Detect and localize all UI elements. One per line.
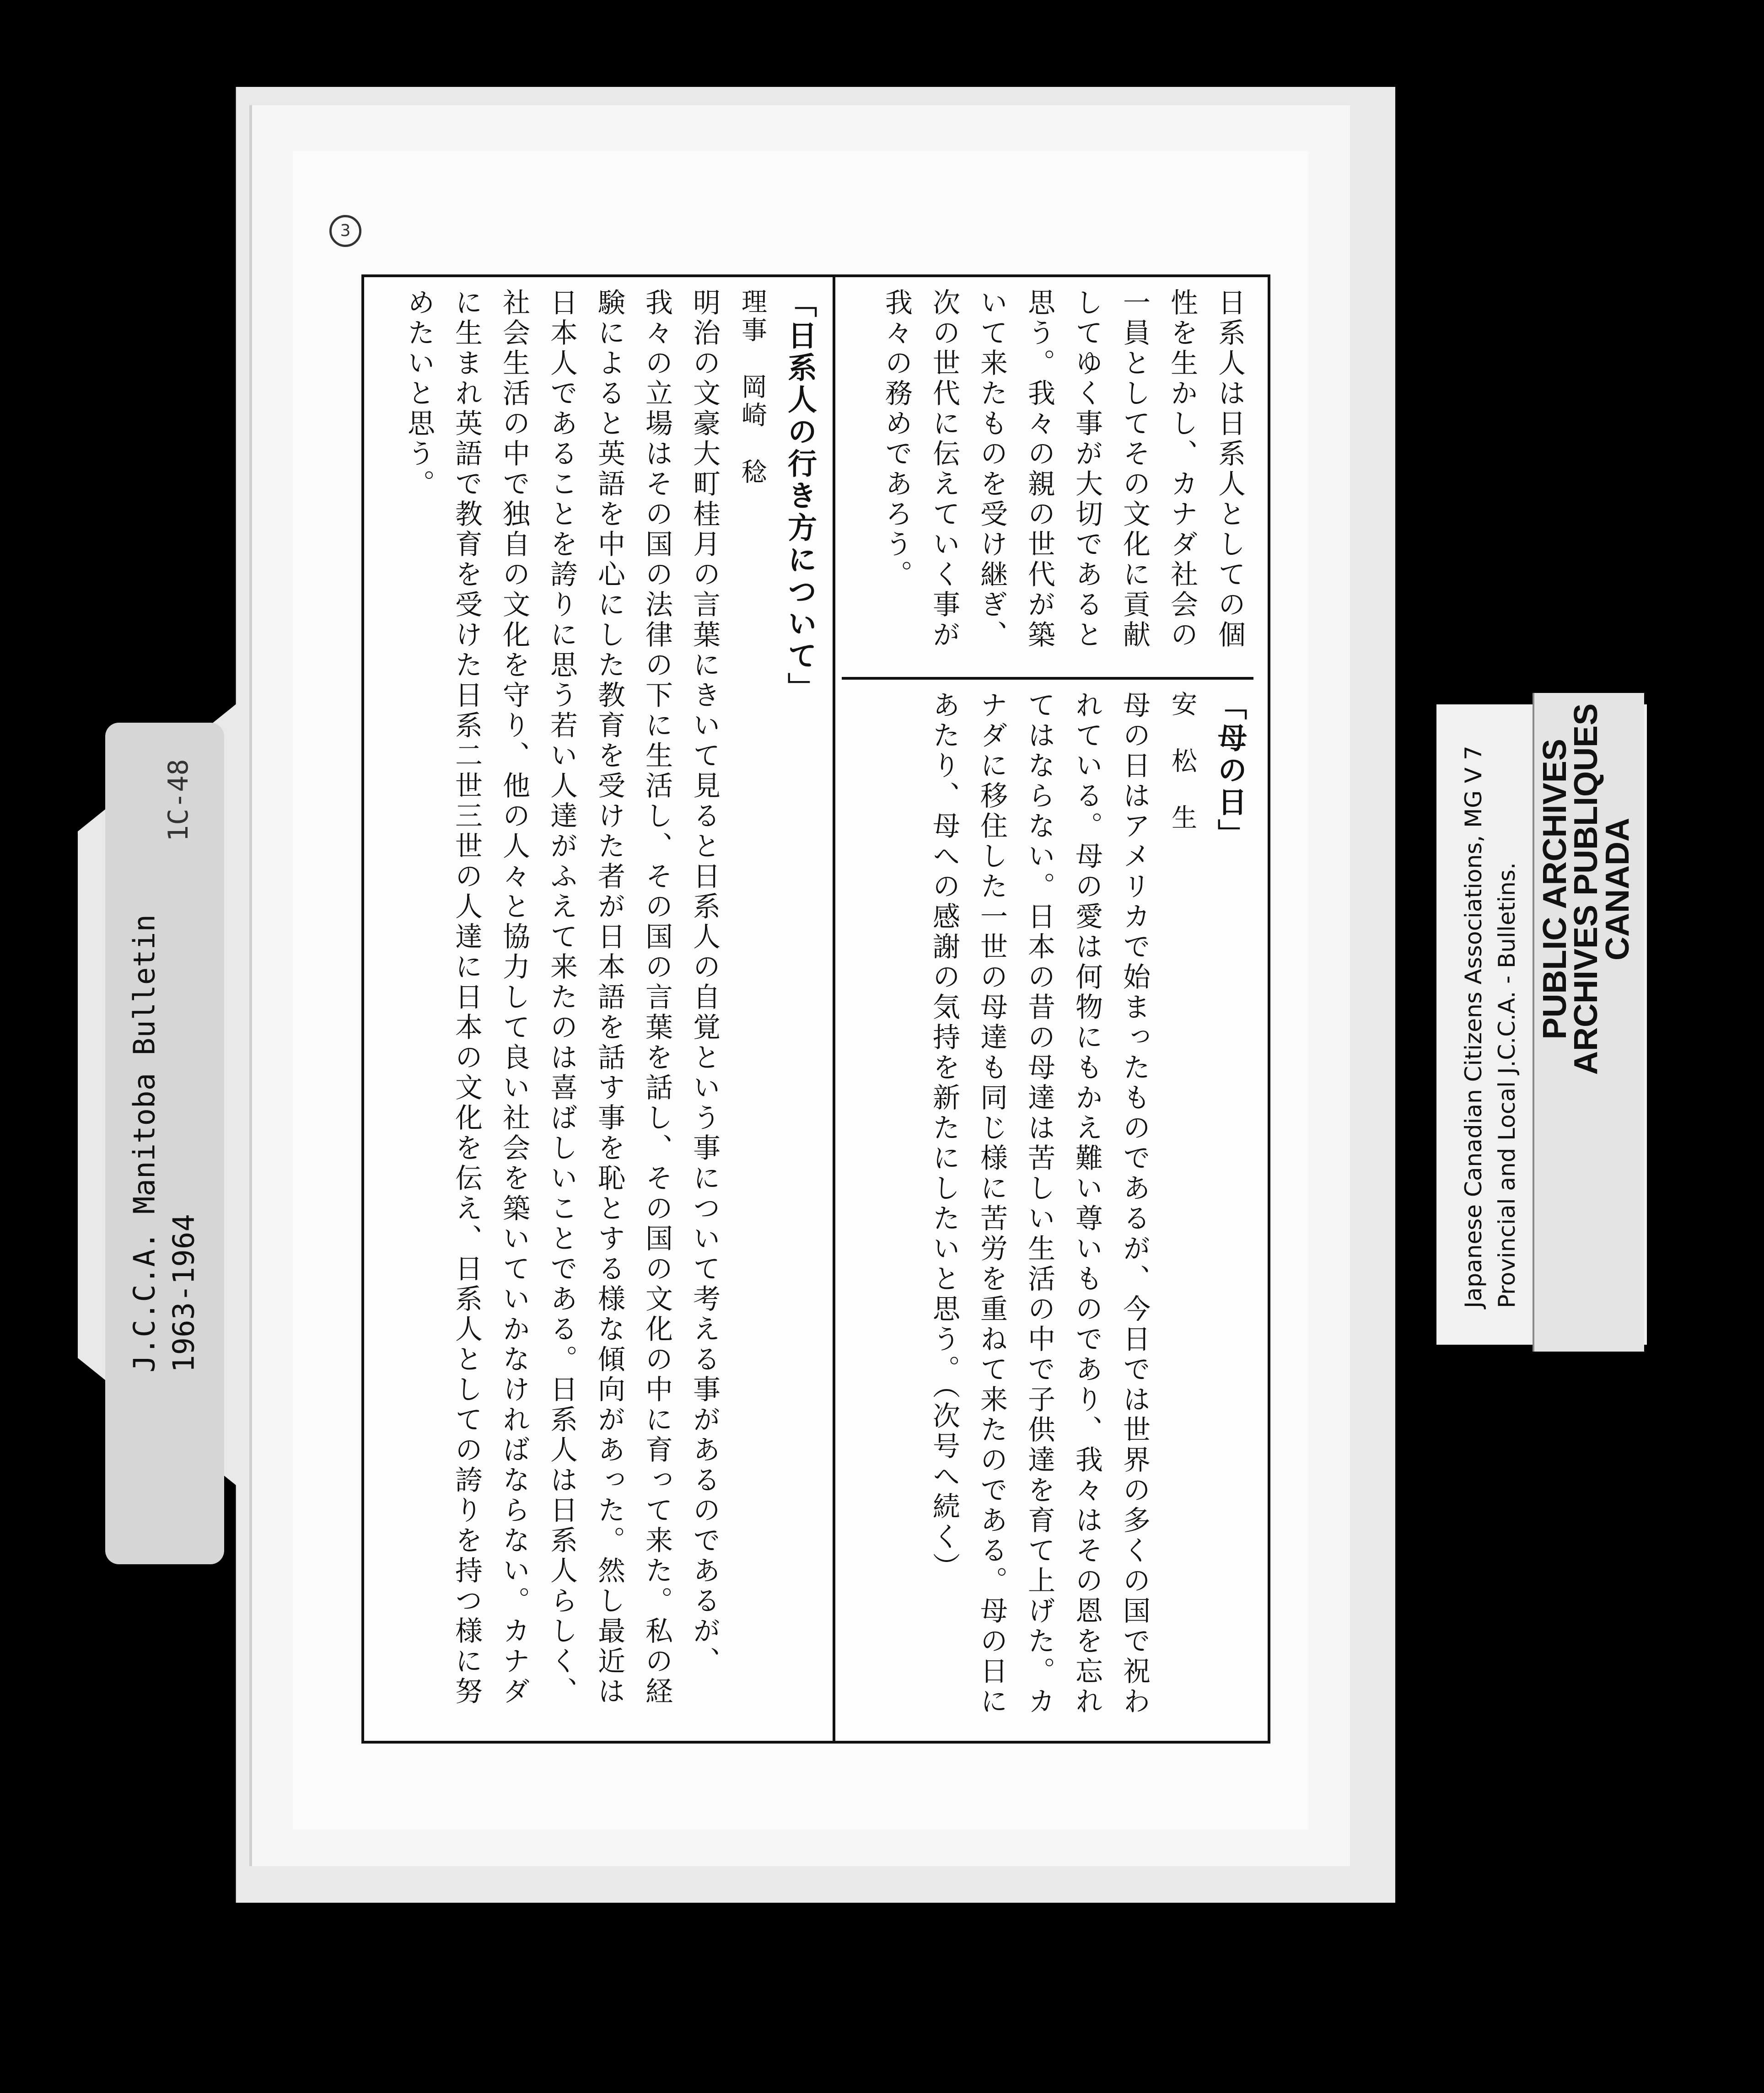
stamp-line2: ARCHIVES PUBLIQUES bbox=[1568, 703, 1605, 1075]
folder-tab-label bbox=[105, 723, 224, 1564]
column-divider bbox=[833, 274, 835, 1743]
archive-line1: Japanese Canadian Citizens Associations, MG V 7 bbox=[1460, 746, 1487, 1308]
article1-author: 理事 岡崎 稔 bbox=[737, 288, 767, 487]
article1-body: 明治の文豪大町桂月の言葉にきいて見ると日系人の自覚という事について考える事があるのであるが、我々の立場はその国の法律の下に生活し、その国の言葉を話し、その国の文化の中に育って来た。私の経験によると英語を中心にした教育を受けた者が日本語を話す事を恥とする様な傾向があった。然し最近は日本人であることを誇りに思う若い人達がふえて来たのは喜ばしいことである。日系人は日系人らしく、社会生活の中で独自の文化を守り、他の人々と協力して良い社会を築いていかなければならない。カナダに生まれ英語で教育を受けた日系二世三世の人達に日本の文化を伝え、日系人としての誇りを持つ様に努めたいと思う。 bbox=[403, 288, 721, 1707]
archive-stamp bbox=[1537, 703, 1636, 1075]
stamp-line1: PUBLIC ARCHIVES bbox=[1537, 739, 1573, 1040]
article2-column bbox=[846, 288, 1253, 668]
folder-label-title: J.C.C.A. Manitoba Bulletin bbox=[128, 914, 162, 1373]
stamp-line3: CANADA bbox=[1599, 817, 1636, 961]
article3-body: 母の日はアメリカで始まったものであるが、今日では世界の多くの国で祝われている。母の愛は何物にもかえ難い尊いものであり、我々はその恩を忘れてはならない。日本の昔の母達は苦しい生活の中で子供達を育て上げた。カナダに移住した一世の母達も同じ様に苦労を重ねて来たのである。母の日にあたり、母への感謝の気持を新たにしたいと思う。（次号へ続く） bbox=[928, 691, 1151, 1717]
article1-column bbox=[375, 288, 823, 1729]
article1-title: 「日系人の行き方について」 bbox=[783, 288, 817, 704]
folder-label-years: 1963-1964 bbox=[167, 1214, 201, 1373]
folder-tab-text bbox=[125, 914, 204, 1373]
archive-slip-text bbox=[1457, 746, 1523, 1308]
section-divider bbox=[842, 677, 1253, 680]
article3-author: 安 松 生 bbox=[1167, 691, 1197, 832]
article3-title: 「母の日」 bbox=[1213, 691, 1247, 851]
page-marker: 3 bbox=[329, 215, 361, 247]
article3-column bbox=[846, 691, 1253, 1729]
archive-line2: Provincial and Local J.C.C.A. - Bulletins. bbox=[1493, 862, 1520, 1308]
article2-body: 日系人は日系人としての個性を生かし、カナダ社会の一員としてその文化に貢献してゆく事が大切であると思う。我々の親の世代が築いて来たものを受け継ぎ、次の世代に伝えていく事が我々の務めであろう。 bbox=[881, 288, 1246, 650]
pencil-note: 1C-48 bbox=[162, 759, 194, 842]
